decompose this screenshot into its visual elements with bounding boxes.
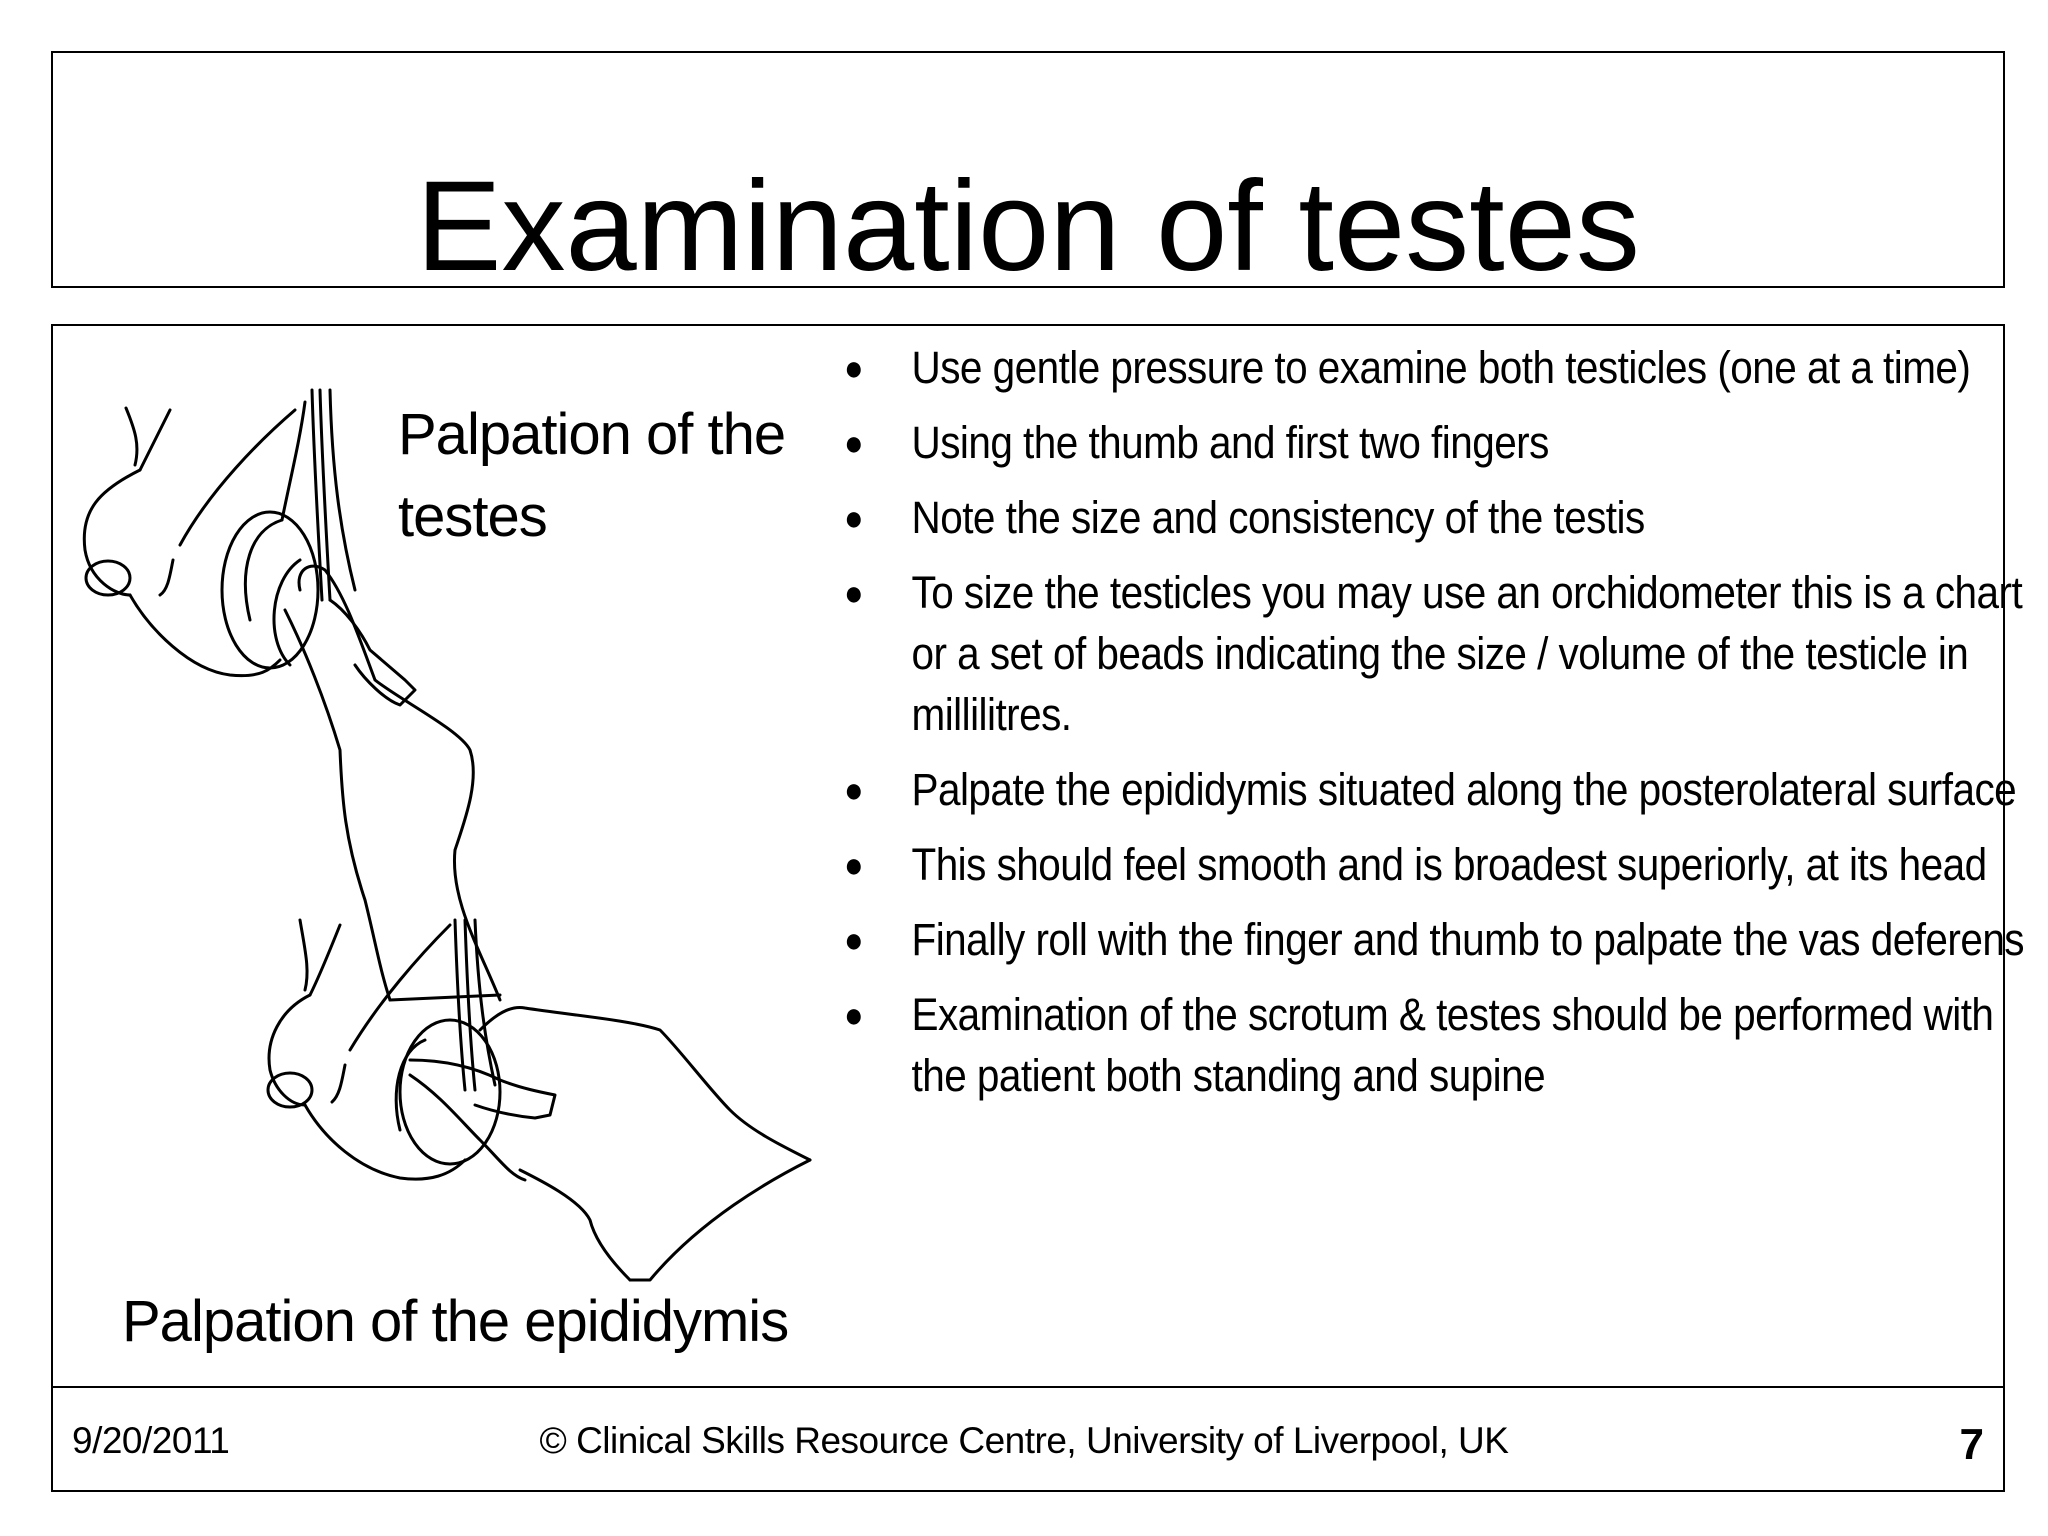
page-number: 7	[1959, 1420, 1984, 1469]
bullet-item	[835, 909, 2048, 970]
bullet-dot: ●	[844, 844, 864, 885]
bullet-text: Use gentle pressure to examine both testicles (one at a time)	[911, 342, 1971, 393]
caption-palpation-testes: Palpation of the testes	[398, 402, 786, 549]
bullet-text: Examination of the scrotum & testes should be performed with the patient both standing and supine	[911, 989, 1994, 1101]
bullet-item	[835, 984, 2048, 1106]
footer-date: 9/20/2011	[72, 1420, 230, 1461]
bullet-item	[835, 337, 2048, 398]
bullet-text: To size the testicles you may use an orchidometer this is a chart or a set of beads indicating the size / volume of the testicle in millilitres.	[911, 567, 2023, 740]
bullet-text: Finally roll with the finger and thumb to palpate the vas deferens	[911, 914, 2025, 965]
bullet-item	[835, 412, 2048, 473]
bullet-dot: ●	[844, 572, 864, 613]
bullet-item	[835, 562, 2048, 745]
bullet-item	[835, 834, 2048, 895]
footer-divider	[51, 1386, 2005, 1388]
bullet-text: Palpate the epididymis situated along the posterolateral surface	[911, 764, 2017, 815]
bullet-text: Using the thumb and first two fingers	[911, 417, 1549, 468]
bullet-dot: ●	[844, 994, 864, 1035]
slide-title: Examination of testes	[416, 155, 1640, 298]
epididymis-palpation-drawing	[268, 920, 810, 1280]
bullet-text: This should feel smooth and is broadest superiorly, at its head	[911, 839, 1987, 890]
caption-palpation-epididymis: Palpation of the epididymis	[122, 1289, 789, 1354]
bullet-dot: ●	[844, 422, 864, 463]
bullet-list	[835, 337, 2025, 1120]
bullet-item	[835, 487, 2048, 548]
bullet-dot: ●	[844, 769, 864, 810]
bullet-text: Note the size and consistency of the testis	[911, 492, 1645, 543]
title-box	[51, 51, 2005, 298]
bullet-dot: ●	[844, 497, 864, 538]
footer-copyright: © Clinical Skills Resource Centre, University of Liverpool, UK	[539, 1420, 1509, 1461]
bullet-item	[835, 759, 2048, 820]
bullet-dot: ●	[844, 919, 864, 960]
bullet-dot: ●	[844, 347, 864, 388]
